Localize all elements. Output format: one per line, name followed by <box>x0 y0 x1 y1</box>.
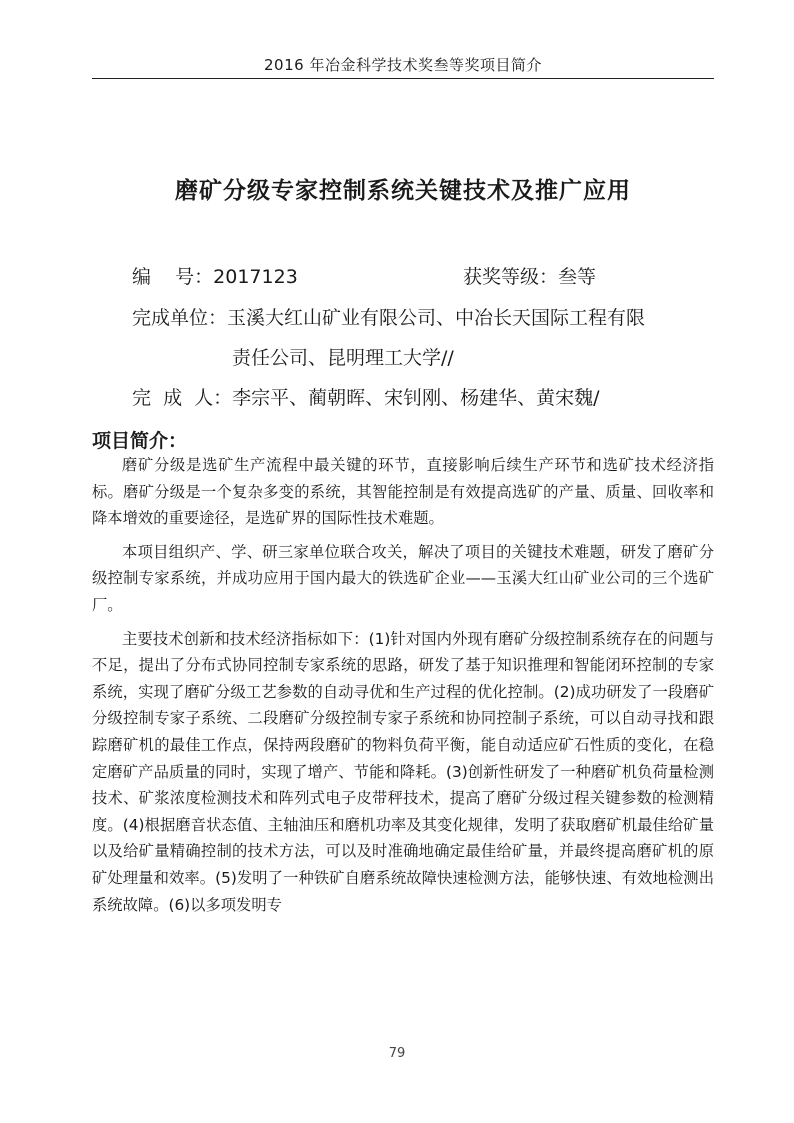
paragraph: 本项目组织产、学、研三家单位联合攻关，解决了项目的关键技术难题，研发了磨矿分级控制专家系统，并成功应用于国内最大的铁选矿企业——玉溪大红山矿业公司的三个选矿厂。 <box>92 542 714 614</box>
section-body <box>92 452 714 925</box>
number-label: 编 号： <box>132 266 214 288</box>
header-divider <box>92 78 714 79</box>
award-value: 叁等 <box>558 266 597 288</box>
people-value: 李宗平、蔺朝晖、宋钊刚、杨建华、黄宋魏/ <box>232 387 600 409</box>
people-field <box>132 383 600 410</box>
number-value: 2017123 <box>213 266 298 288</box>
units-field <box>132 303 645 330</box>
units-label: 完成单位： <box>132 307 228 329</box>
document-title: 磨矿分级专家控制系统关键技术及推广应用 <box>175 178 631 204</box>
section-heading: 项目简介： <box>92 430 188 452</box>
page-number: 79 <box>388 1046 406 1061</box>
paragraph: 主要技术创新和技术经济指标如下：(1)针对国内外现有磨矿分级控制系统存在的问题与不足，提出了分布式协同控制专家系统的思路，研发了基于知识推理和智能闭环控制的专家系统，实现了磨矿分级工艺参数的自动寻优和生产过程的优化控制。(2)成功研发了一段磨矿分级控制专家子系统、二段磨矿分级控制专家子系统和协同控制子系统，可以自动寻找和跟踪磨矿机的最佳工作点，保持两段磨矿的物料负荷平衡，能自动适应矿石性质的变化，在稳定磨矿产品质量的同时，实现了增产、节能和降耗。(3)创新性研发了一种磨矿机负荷量检测技术、矿浆浓度检测技术和阵列式电子皮带秤技术，提高了磨矿分级过程关键参数的检测精度。(4)根据磨音状态值、主轴油压和磨机功率及其变化规律，发明了获取磨矿机最佳给矿量以及给矿量精确控制的技术方法，可以及时准确地确定最佳给矿量，并最终提高磨矿机的原矿处理量和效率。(5)发明了一种铁矿自磨系统故障快速检测方法，能够快速、有效地检测出系统故障。(6)以多项发明专 <box>92 629 714 914</box>
people-label: 完 成 人： <box>132 387 233 409</box>
award-label: 获奖等级： <box>463 266 559 288</box>
units-line-1: 玉溪大红山矿业有限公司、中冶长天国际工程有限 <box>227 307 646 329</box>
running-header: 2016 年冶金科学技术奖叁等奖项目简介 <box>264 56 542 74</box>
units-line-2: 责任公司、昆明理工大学// <box>232 347 454 369</box>
paragraph: 磨矿分级是选矿生产流程中最关键的环节，直接影响后续生产环节和选矿技术经济指标。磨矿分级是一个复杂多变的系统，其智能控制是有效提高选矿的产量、质量、回收率和降本增效的重要途径，是选矿界的国际性技术难题。 <box>92 456 714 528</box>
award-field <box>463 262 596 289</box>
number-field <box>132 262 298 289</box>
